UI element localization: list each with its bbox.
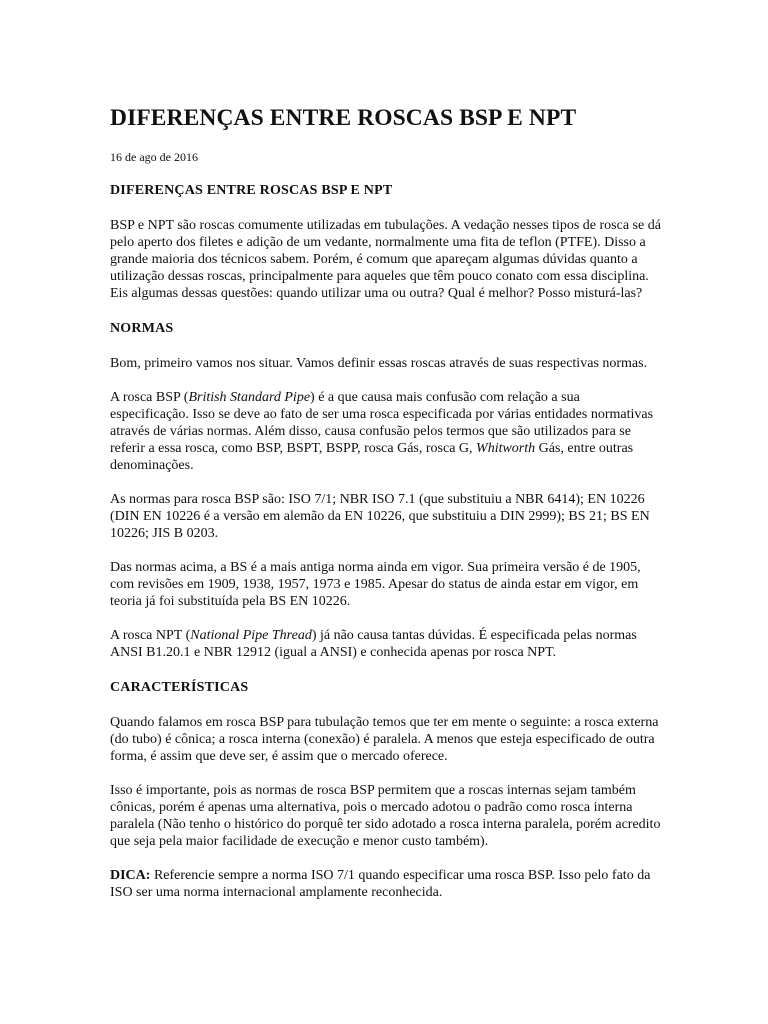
normas-paragraph-2 bbox=[110, 389, 662, 474]
text-span: ) é a que causa mais confusão com relação a sua especificação. Isso se deve ao fato de ser uma rosca especificada por várias entidades normativas através de várias normas. Além disso, causa confusão pelos termos que são utilizados para se referir a essa rosca, como BSP, BSPT, BSPP, rosca Gás, rosca G, bbox=[110, 390, 654, 456]
italic-term: British Standard Pipe bbox=[188, 390, 311, 405]
caracteristicas-paragraph-1: Quando falamos em rosca BSP para tubulação temos que ter em mente o seguinte: a rosca externa (do tubo) é cônica; a rosca interna (conexão) é paralela. A menos que esteja especificado de outra forma, é assim que deve ser, é assim que o mercado oferece. bbox=[110, 715, 659, 764]
normas-paragraph-1: Bom, primeiro vamos nos situar. Vamos definir essas roscas através de suas respectivas normas. bbox=[110, 356, 648, 371]
caracteristicas-paragraph-2: Isso é importante, pois as normas de rosca BSP permitem que a roscas internas sejam também cônicas, porém é apenas uma alternativa, pois o mercado adotou o padrão como rosca interna paralela (Não tenho o histórico do porquê ter sido adotado a rosca interna paralela, porém acredito que seja pela maior facilidade de execução e menor custo também). bbox=[110, 783, 661, 849]
normas-paragraph-4: Das normas acima, a BS é a mais antiga norma ainda em vigor. Sua primeira versão é de 1905, com revisões em 1909, 1938, 1957, 1973 e 1985. Apesar do status de ainda estar em vigor, em teoria já foi substituída pela BS EN 10226. bbox=[110, 560, 641, 609]
dica-label: DICA: bbox=[110, 868, 151, 883]
text-span: A rosca BSP ( bbox=[110, 390, 189, 405]
section-heading-normas: NORMAS bbox=[110, 321, 174, 336]
publication-date: 16 de ago de 2016 bbox=[110, 150, 198, 164]
document-page bbox=[110, 104, 662, 901]
intro-paragraph: BSP e NPT são roscas comumente utilizadas em tubulações. A vedação nesses tipos de rosca se dá pelo aperto dos filetes e adição de um vedante, normalmente uma fita de teflon (PTFE). Disso a grande maioria dos técnicos sabem. Porém, é comum que apareçam algumas dúvidas quanto a utilização dessas roscas, principalmente para aqueles que têm pouco conato com essa disciplina. Eis algumas dessas questões: quando utilizar uma ou outra? Qual é melhor? Posso misturá-las? bbox=[110, 218, 661, 301]
text-span: A rosca NPT ( bbox=[110, 628, 191, 643]
document-title: DIFERENÇAS ENTRE ROSCAS BSP E NPT bbox=[110, 105, 577, 131]
text-span: Gás, entre outras denominações. bbox=[110, 441, 634, 473]
normas-paragraph-5 bbox=[110, 627, 662, 661]
article-subtitle: DIFERENÇAS ENTRE ROSCAS BSP E NPT bbox=[110, 183, 393, 198]
text-span: Referencie sempre a norma ISO 7/1 quando especificar uma rosca BSP. Isso pelo fato da ISO ser uma norma internacional amplamente reconhecida. bbox=[110, 868, 651, 900]
section-heading-caracteristicas: CARACTERÍSTICAS bbox=[110, 680, 249, 695]
italic-term: National Pipe Thread bbox=[190, 628, 312, 643]
normas-paragraph-3: As normas para rosca BSP são: ISO 7/1; NBR ISO 7.1 (que substituiu a NBR 6414); EN 10226 (DIN EN 10226 é a versão em alemão da EN 10226, que substituiu a DIN 2999); BS 21; BS EN 10226; JIS B 0203. bbox=[110, 492, 650, 541]
dica-paragraph bbox=[110, 867, 662, 901]
text-span: ) já não causa tantas dúvidas. É especificada pelas normas ANSI B1.20.1 e NBR 12912 (igual a ANSI) e conhecida apenas por rosca NPT. bbox=[110, 628, 637, 660]
italic-term: Whitworth bbox=[476, 441, 536, 456]
